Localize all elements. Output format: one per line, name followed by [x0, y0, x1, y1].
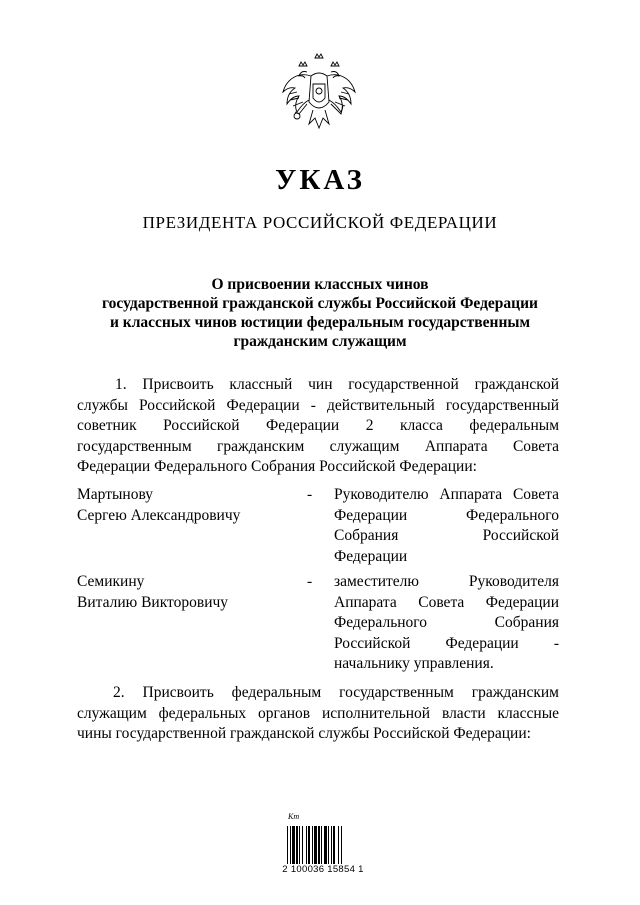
person-2-dash: - — [307, 573, 313, 590]
paragraph-line: советник Российской Федерации 2 класса федеральным — [77, 417, 559, 434]
name-line: Сергею Александровичу — [77, 506, 241, 524]
barcode-block — [268, 812, 378, 882]
heading-line: и классных чинов юстиции федеральным государственным — [109, 314, 531, 331]
paragraph-line: 2. Присвоить федеральным государственным гражданским — [113, 684, 559, 701]
person-2-position — [334, 572, 559, 675]
heading-line: гражданским служащим — [233, 333, 407, 350]
decree-title: УКАЗ — [275, 164, 365, 196]
heading-line: О присвоении классных чинов — [211, 276, 429, 293]
position-line: заместителю Руководителя — [334, 573, 559, 590]
decree-heading — [70, 275, 570, 351]
position-line: Руководителю Аппарата Совета — [334, 486, 559, 503]
paragraph-line: Федерации Федерального Собрания Российской Федерации: — [77, 458, 477, 475]
position-line: Федерального Собрания — [334, 614, 559, 631]
barcode-number: 2 100036 15854 1 — [282, 864, 364, 875]
position-line: Российской Федерации - — [334, 634, 559, 652]
paragraph-1 — [77, 375, 559, 478]
paragraph-line: службы Российской Федерации - действительный государственный — [77, 396, 559, 414]
paragraph-2 — [77, 683, 559, 745]
person-1-dash: - — [307, 486, 313, 503]
position-line: начальнику управления. — [334, 655, 494, 672]
coat-of-arms-emblem-icon — [277, 52, 361, 140]
name-line: Семикину — [77, 573, 145, 590]
name-line: Виталию Викторовичу — [77, 593, 229, 611]
paragraph-line: служащим федеральных органов исполнительной власти классные — [77, 704, 559, 722]
person-2-name — [77, 572, 287, 613]
position-line: Собрания Российской — [334, 527, 559, 544]
barcode-icon — [286, 826, 366, 864]
paragraph-line: чины государственной гражданской службы Российской Федерации: — [77, 725, 531, 742]
decree-subtitle: ПРЕЗИДЕНТА РОССИЙСКОЙ ФЕДЕРАЦИИ — [142, 213, 498, 232]
name-line: Мартынову — [77, 486, 153, 503]
barcode-mark: Кт — [288, 812, 300, 821]
paragraph-line: государственным гражданским служащим Аппарата Совета — [77, 437, 559, 455]
person-1-name — [77, 485, 287, 526]
person-1-position — [334, 485, 559, 567]
position-line: Аппарата Совета Федерации — [334, 593, 559, 611]
heading-line: государственной гражданской службы Российской Федерации — [102, 295, 538, 312]
position-line: Федерации — [334, 547, 408, 565]
position-line: Федерации Федерального — [334, 506, 559, 524]
paragraph-line: 1. Присвоить классный чин государственной гражданской — [115, 376, 559, 393]
